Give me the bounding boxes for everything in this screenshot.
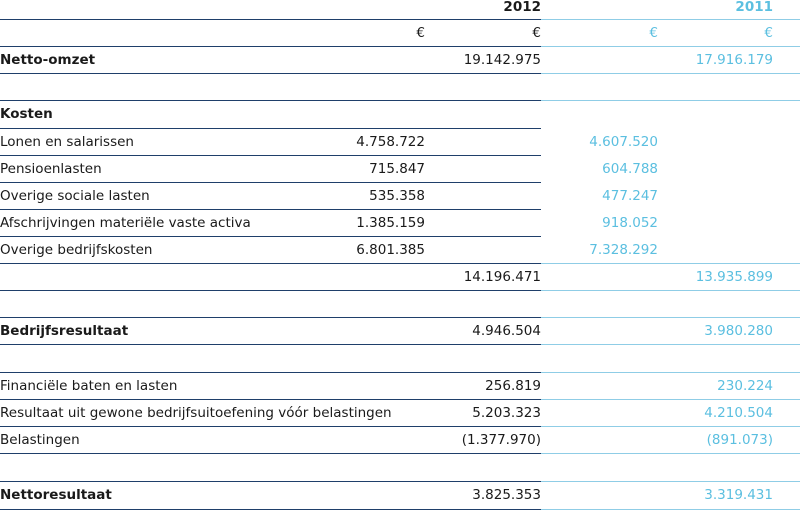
- detail-2012: 715.847: [369, 161, 425, 177]
- detail-2011: 7.328.292: [589, 242, 658, 258]
- detail-2012: 4.758.722: [356, 134, 425, 150]
- divider: [541, 344, 800, 345]
- value-2011: 230.224: [717, 378, 773, 394]
- detail-2012: 1.385.159: [356, 215, 425, 231]
- value-2011: 3.980.280: [704, 323, 773, 339]
- currency-2012-total: €: [532, 25, 541, 41]
- detail-2011: 918.052: [602, 215, 658, 231]
- divider: [0, 453, 541, 454]
- row-label: Bedrijfsresultaat: [0, 323, 129, 339]
- divider: [541, 73, 800, 74]
- value-2012: 5.203.323: [472, 405, 541, 421]
- year-header-row: [0, 0, 800, 21]
- row-label: Belastingen: [0, 432, 80, 448]
- row-label: Lonen en salarissen: [0, 134, 134, 150]
- currency-2012-detail: €: [416, 25, 425, 41]
- divider: [0, 73, 541, 74]
- value-2012: 4.946.504: [472, 323, 541, 339]
- row-label: Nettoresultaat: [0, 487, 112, 503]
- detail-2012: 6.801.385: [356, 242, 425, 258]
- sociale-lasten-row: [0, 183, 800, 210]
- nettoresultaat-row: [0, 482, 800, 509]
- total-2011: 13.935.899: [695, 269, 773, 285]
- detail-2011: 4.607.520: [589, 134, 658, 150]
- resultaat-voor-belastingen-row: [0, 400, 800, 427]
- row-label: Pensioenlasten: [0, 161, 102, 177]
- value-2012: 3.825.353: [472, 487, 541, 503]
- value-2012: 19.142.975: [463, 52, 541, 68]
- divider: [541, 509, 800, 510]
- detail-2012: 535.358: [369, 188, 425, 204]
- divider: [0, 509, 541, 510]
- financieel-row: [0, 373, 800, 400]
- value-2011: 17.916.179: [695, 52, 773, 68]
- afschrijvingen-row: [0, 210, 800, 237]
- divider: [0, 344, 541, 345]
- pensioen-row: [0, 156, 800, 183]
- row-label: Overige sociale lasten: [0, 188, 150, 204]
- detail-2011: 604.788: [602, 161, 658, 177]
- currency-row: [0, 20, 800, 47]
- currency-2011-total: €: [764, 25, 773, 41]
- year-2011-heading: 2011: [735, 0, 773, 15]
- row-label: Afschrijvingen materiële vaste activa: [0, 215, 251, 231]
- value-2011: 3.319.431: [704, 487, 773, 503]
- row-label: Resultaat uit gewone bedrijfsuitoefening vóór belastingen: [0, 405, 392, 421]
- kosten-totaal-row: [0, 264, 800, 291]
- row-label: Financiële baten en lasten: [0, 378, 178, 394]
- divider: [541, 453, 800, 454]
- detail-2011: 477.247: [602, 188, 658, 204]
- value-2012: (1.377.970): [461, 432, 541, 448]
- kosten-heading-row: [0, 101, 800, 128]
- year-2012-heading: 2012: [503, 0, 541, 15]
- divider: [0, 290, 541, 291]
- netto-omzet-row: [0, 47, 800, 74]
- row-label: Kosten: [0, 106, 53, 122]
- bedrijfsresultaat-row: [0, 318, 800, 345]
- value-2011: (891.073): [706, 432, 773, 448]
- divider: [541, 290, 800, 291]
- value-2012: 256.819: [485, 378, 541, 394]
- bedrijfskosten-row: [0, 237, 800, 264]
- belastingen-row: [0, 427, 800, 454]
- row-label: Overige bedrijfskosten: [0, 242, 153, 258]
- lonen-row: [0, 129, 800, 156]
- row-label: Netto-omzet: [0, 52, 96, 68]
- value-2011: 4.210.504: [704, 405, 773, 421]
- total-2012: 14.196.471: [463, 269, 541, 285]
- currency-2011-detail: €: [649, 25, 658, 41]
